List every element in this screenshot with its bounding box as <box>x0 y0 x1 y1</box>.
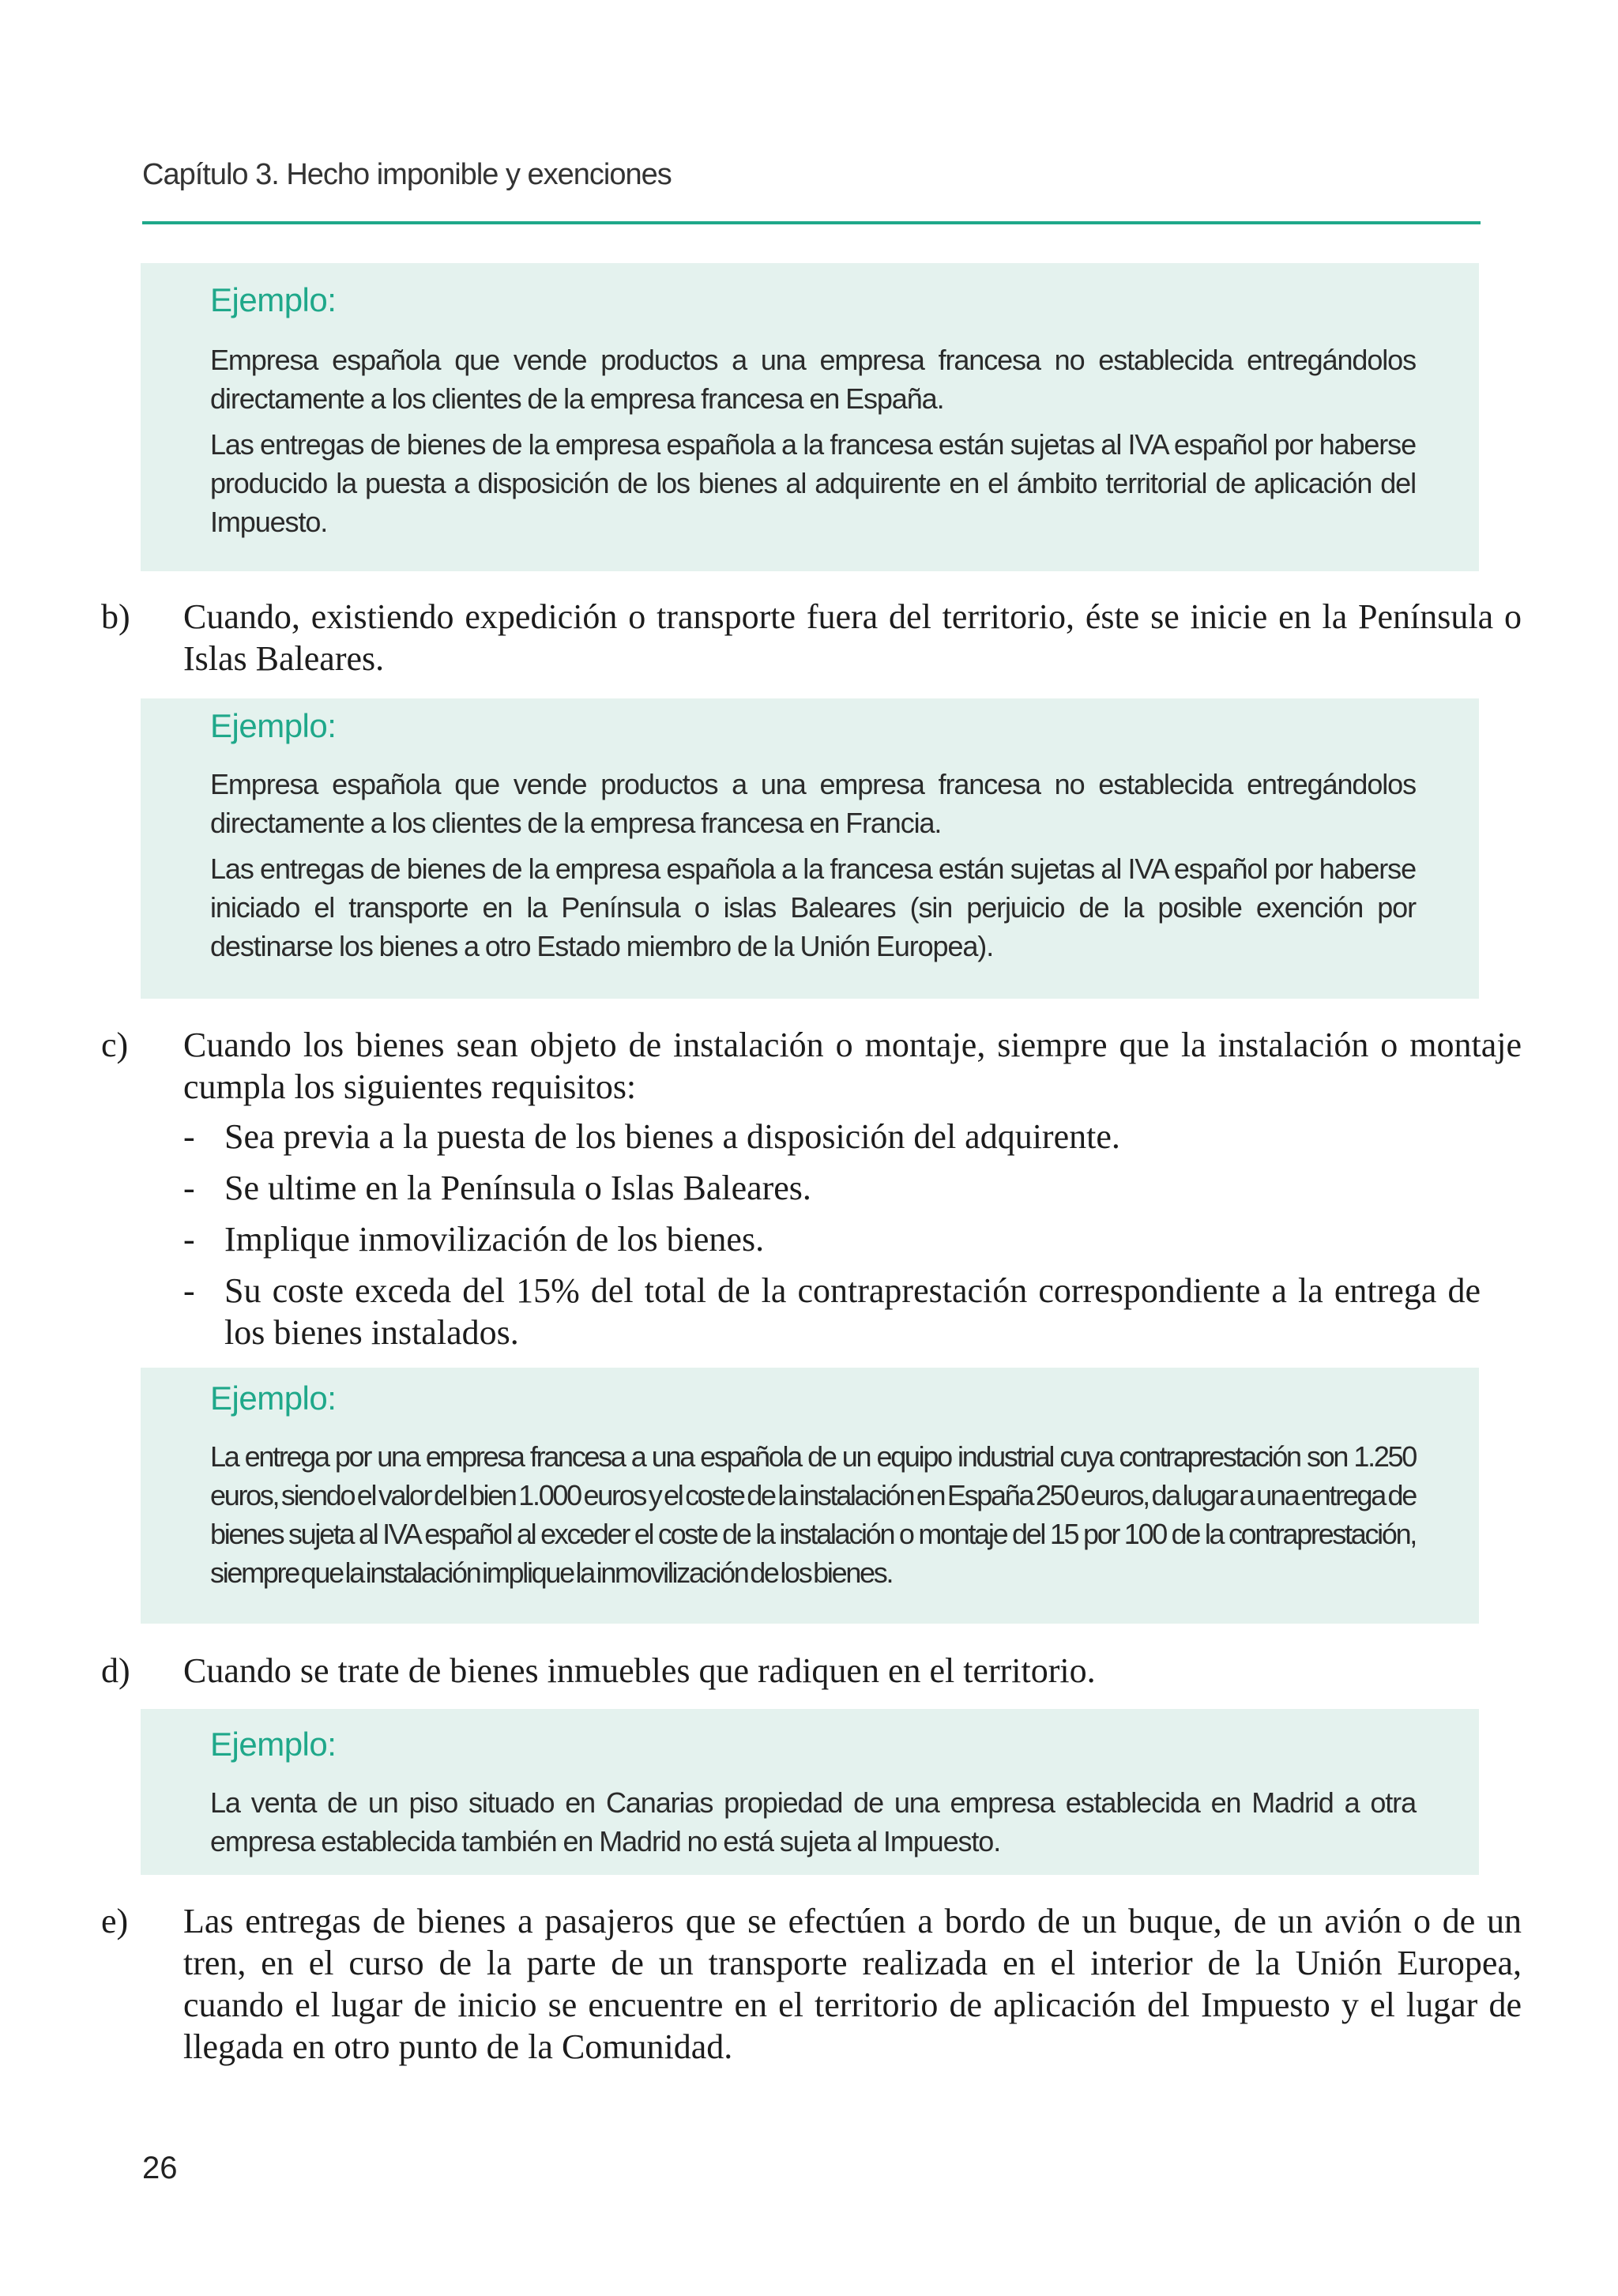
requirement-text: Se ultime en la Península o Islas Baleares. <box>224 1169 811 1207</box>
example-paragraph: Las entregas de bienes de la empresa española a la francesa están sujetas al IVA español por haberse iniciado el transporte en la Península o islas Baleares (sin perjuicio de la posible exención por destinarse los bienes a otro Estado miembro de la Unión Europea). <box>210 853 1416 962</box>
example-heading: Ejemplo: <box>210 1379 337 1417</box>
list-item-d <box>101 1650 1522 1692</box>
example-heading: Ejemplo: <box>210 281 337 318</box>
example-box <box>141 698 1479 999</box>
example-paragraph: La venta de un piso situado en Canarias propiedad de una empresa establecida en Madrid a otra empresa establecida también en Madrid no está sujeta al Impuesto. <box>210 1786 1416 1858</box>
example-box <box>141 263 1479 571</box>
list-marker: d) <box>101 1651 130 1690</box>
dash-marker: - <box>183 1271 195 1310</box>
chapter-title: Capítulo 3. Hecho imponible y exenciones <box>142 158 672 191</box>
example-heading: Ejemplo: <box>210 1726 337 1763</box>
dash-marker: - <box>183 1117 195 1156</box>
example-heading: Ejemplo: <box>210 707 337 744</box>
requirement-text: Sea previa a la puesta de los bienes a disposición del adquirente. <box>224 1117 1120 1156</box>
list-item-b <box>101 596 1522 679</box>
list-item-text: Las entregas de bienes a pasajeros que se efectúen a bordo de un buque, de un avión o de un tren, en el curso de la parte de un transporte realizada en el interior de la Unión Europea, cuando el lugar de inicio se encuentre en el territorio de aplicación del Impuesto y el lugar de llegada en otro punto de la Comunidad. <box>183 1902 1522 2066</box>
requirement-item <box>183 1218 1481 1260</box>
dash-marker: - <box>183 1220 195 1259</box>
example-box <box>141 1368 1479 1624</box>
requirement-item <box>183 1270 1481 1353</box>
list-item-e <box>101 1900 1522 2068</box>
requirement-item <box>183 1116 1481 1157</box>
list-item-text: Cuando, existiendo expedición o transporte fuera del territorio, éste se inicie en la Península o Islas Baleares. <box>183 597 1522 678</box>
list-marker: c) <box>101 1026 129 1064</box>
list-item-text: Cuando los bienes sean objeto de instalación o montaje, siempre que la instalación o montaje cumpla los siguientes requisitos: <box>183 1026 1522 1106</box>
example-paragraph: Las entregas de bienes de la empresa española a la francesa están sujetas al IVA español por haberse producido la puesta a disposición de los bienes al adquirente en el ámbito territorial de aplicación del Impuesto. <box>210 428 1416 538</box>
list-item-c <box>101 1024 1522 1108</box>
page-number: 26 <box>142 2151 178 2185</box>
requirement-item <box>183 1167 1481 1209</box>
header-divider <box>142 221 1481 224</box>
list-item-text: Cuando se trate de bienes inmuebles que radiquen en el territorio. <box>183 1651 1096 1690</box>
example-paragraph: Empresa española que vende productos a una empresa francesa no establecida entregándolos directamente a los clientes de la empresa francesa en España. <box>210 344 1416 415</box>
example-paragraph: La entrega por una empresa francesa a una española de un equipo industrial cuya contraprestación son 1.250 euros, siendo el valor del bien 1.000 euros y el coste de la instalación en España 250 euros, da lugar a una entrega de bienes sujeta al IVA español al exceder el coste de la instalación o montaje del 15 por 100 de la contraprestación, siempre que la instalación implique la inmovilización de los bienes. <box>210 1440 1416 1589</box>
example-paragraph: Empresa española que vende productos a una empresa francesa no establecida entregándolos directamente a los clientes de la empresa francesa en Francia. <box>210 768 1416 839</box>
dash-marker: - <box>183 1169 195 1207</box>
example-box <box>141 1709 1479 1875</box>
list-marker: b) <box>101 597 130 636</box>
requirement-text: Su coste exceda del 15% del total de la contraprestación correspondiente a la entrega de los bienes instalados. <box>224 1271 1481 1352</box>
requirement-text: Implique inmovilización de los bienes. <box>224 1220 765 1259</box>
list-marker: e) <box>101 1902 129 1940</box>
